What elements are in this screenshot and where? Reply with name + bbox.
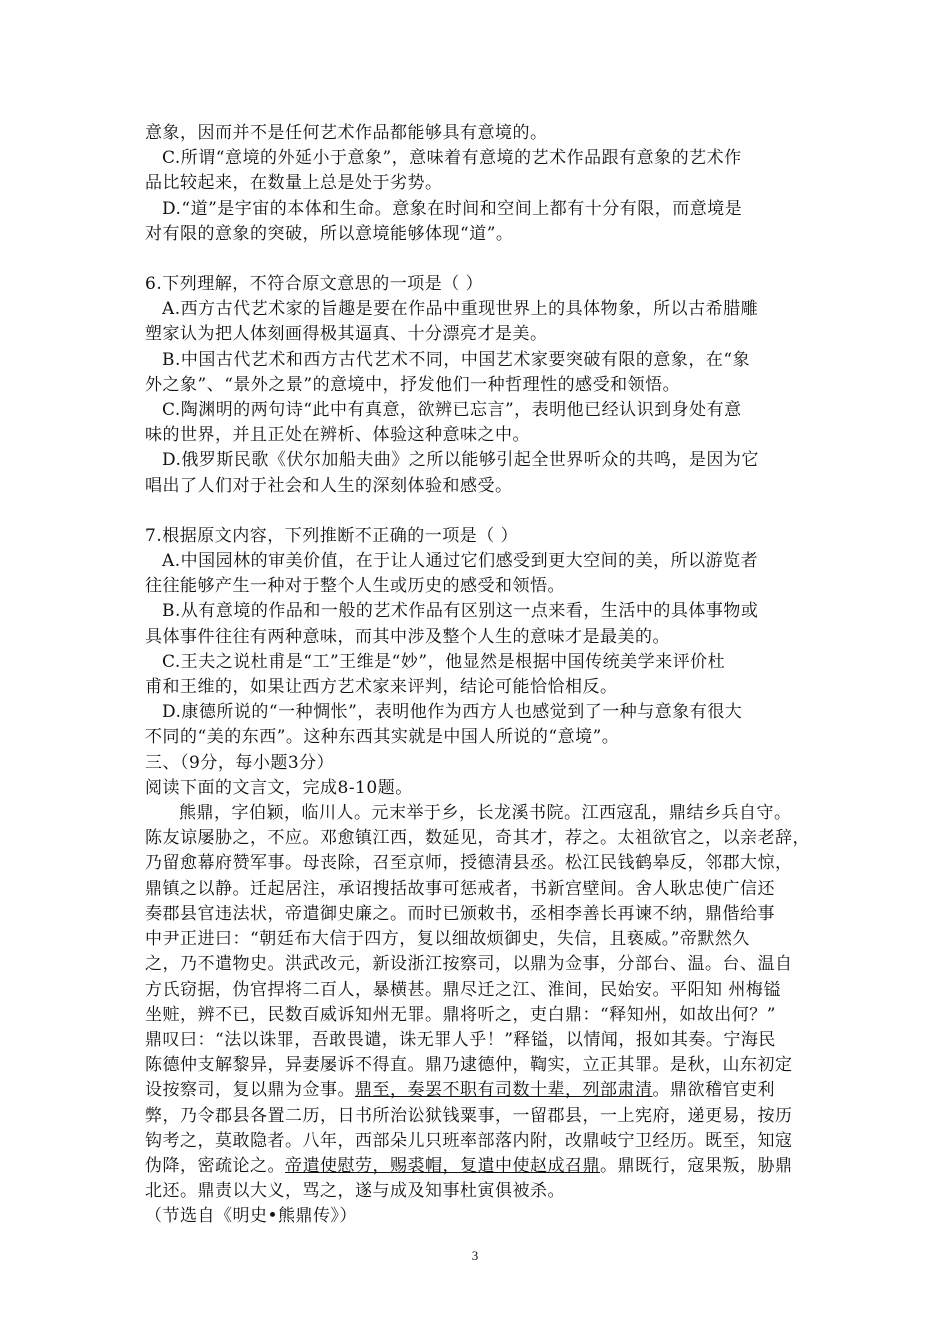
text-line: 塑家认为把人体刻画得极其逼真、十分漂亮才是美。 — [145, 324, 548, 345]
document-body — [145, 121, 813, 1230]
text-line: 意象，因而并不是任何艺术作品都能够具有意境的。 — [145, 123, 548, 143]
passage-line: 北还。鼎责以大义，骂之，遂与成及知事杜寅俱被杀。 — [145, 1181, 565, 1202]
section-heading: 三、（9分，每小题3分） — [145, 752, 335, 773]
passage-line: 乃留愈幕府赞军事。母丧除，召至京师，授德清县丞。松江民钱鹤皋反，邻郡大惊， — [145, 853, 793, 874]
q6-option-b: B.中国古代艺术和西方古代艺术不同，中国艺术家要突破有限的意象，在“象 — [162, 349, 751, 370]
q6-option-a: A.西方古代艺术家的旨趣是要在作品中重现世界上的具体物象，所以古希腊雕 — [162, 299, 759, 320]
underlined-sentence: 帝遣使慰劳，赐裘帽，复遣中使赵成召鼎 — [285, 1155, 600, 1176]
passage-line: 奏郡县官违法状，帝遣御史廉之。而时已颁敕书，丞相李善长再谏不纳，鼎偕给事 — [145, 903, 775, 924]
question-7: 7.根据原文内容，下列推断不正确的一项是（ ） — [145, 525, 519, 546]
passage-text: 。鼎欲稽官吏利 — [652, 1080, 775, 1101]
passage-line: 方氏窃据，伪官捍将二百人，暴横甚。鼎尽迁之江、淮间，民始安。平阳知 州梅镒 — [145, 979, 781, 1000]
passage-line: 熊鼎，字伯颖，临川人。元末举于乡，长龙溪书院。江西寇乱，鼎结乡兵自守。 — [179, 803, 792, 824]
source-citation: （节选自《明史•熊鼎传》） — [145, 1206, 358, 1227]
text-line: 往往能够产生一种对于整个人生或历史的感受和领悟。 — [145, 576, 565, 597]
reading-instruction: 阅读下面的文言文，完成8-10题。 — [145, 777, 413, 798]
passage-line — [145, 1078, 813, 1103]
question-6: 6.下列理解，不符合原文意思的一项是（ ） — [145, 274, 484, 295]
text-line: 外之象”、“景外之景”的意境中，抒发他们一种哲理性的感受和领悟。 — [145, 374, 681, 395]
q6-option-d: D.俄罗斯民歌《伏尔加船夫曲》之所以能够引起全世界听众的共鸣，是因为它 — [162, 450, 759, 471]
page-number: 3 — [471, 1248, 479, 1263]
text-line: 唱出了人们对于社会和人生的深刻体验和感受。 — [145, 475, 513, 496]
passage-text: 设按察司，复以鼎为佥事。 — [145, 1080, 355, 1101]
text-line: 不同的“美的东西”。这种东西其实就是中国人所说的“意境”。 — [145, 727, 620, 748]
passage-line: 陈德仲支解黎异，异妻屡诉不得直。鼎乃逮德仲，鞫实，立正其罪。是秋，山东初定 — [145, 1055, 793, 1076]
passage-line: 鼎叹曰：“法以诛罪，吾敢畏谴，诛无罪人乎！”释镒，以情闻，报如其奏。宁海民 — [145, 1029, 776, 1050]
passage-line: 陈友谅屡胁之，不应。邓愈镇江西，数延见，奇其才，荐之。太祖欲官之，以亲老辞， — [145, 828, 810, 849]
passage-line — [145, 1154, 813, 1179]
passage-line: 中尹正进曰：“朝廷布大信于四方，复以细故烦御史，失信，且亵威。”帝默然久 — [145, 929, 750, 950]
passage-text: 伪降，密疏论之。 — [145, 1155, 285, 1176]
q7-option-c: C.王夫之说杜甫是“工”王维是“妙”，他显然是根据中国传统美学来评价杜 — [162, 651, 726, 672]
text-line: 对有限的意象的突破，所以意境能够体现“道”。 — [145, 223, 514, 244]
passage-line: 弊，乃令郡县各置二历，日书所治讼狱钱粟事，一留郡县，一上宪府，递更易，按历 — [145, 1105, 793, 1126]
q7-option-d: D.康德所说的“一种惆怅”，表明他作为西方人也感觉到了一种与意象有很大 — [162, 702, 743, 723]
passage-line: 钩考之，莫敢隐者。八年，西部朵儿只班率部落内附，改鼎岐宁卫经历。既至，知寇 — [145, 1130, 793, 1151]
q7-option-a: A.中国园林的审美价值，在于让人通过它们感受到更大空间的美，所以游览者 — [162, 551, 759, 572]
underlined-sentence: 鼎至，奏罢不职有司数十辈，列部肃清 — [355, 1080, 653, 1101]
passage-line: 坐赃，辨不已，民数百威诉知州无罪。鼎将听之，吏白鼎：“释知州，如故出何？” — [145, 1004, 776, 1025]
text-line: 品比较起来，在数量上总是处于劣势。 — [145, 173, 443, 194]
q7-option-b: B.从有意境的作品和一般的艺术作品有区别这一点来看，生活中的具体事物或 — [162, 601, 759, 622]
q6-option-c: C.陶渊明的两句诗“此中有真意，欲辨已忘言”，表明他已经认识到身处有意 — [162, 400, 742, 421]
passage-line: 之，乃不遣物史。洪武改元，新设浙江按察司，以鼎为佥事，分部台、温。台、温自 — [145, 954, 793, 975]
text-line: 甫和王维的，如果让西方艺术家来评判，结论可能恰恰相反。 — [145, 677, 618, 698]
option-d-line: D.“道”是宇宙的本体和生命。意象在时间和空间上都有十分有限，而意境是 — [162, 198, 743, 219]
option-c-line: C.所谓“意境的外延小于意象”，意味着有意境的艺术作品跟有意象的艺术作 — [162, 148, 742, 169]
text-line: 味的世界，并且正处在辨析、体验这种意味之中。 — [145, 425, 530, 446]
passage-line: 鼎镇之以静。迁起居注，承诏搜括故事可惩戒者，书新宫壁间。舍人耿忠使广信还 — [145, 878, 775, 899]
text-line: 具体事件往往有两种意味，而其中涉及整个人生的意味才是最美的。 — [145, 626, 670, 647]
passage-text: 。鼎既行，寇果叛，胁鼎 — [600, 1155, 793, 1176]
